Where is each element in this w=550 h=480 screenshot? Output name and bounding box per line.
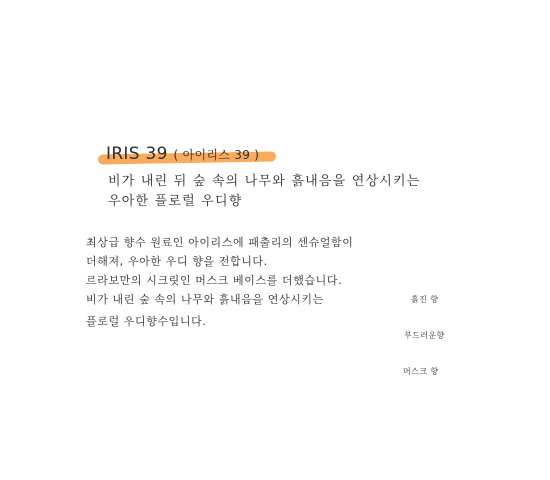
- description-text: [86, 233, 353, 331]
- product-title: [106, 144, 259, 164]
- top-note-label: 흙진 향: [411, 295, 439, 304]
- description-line-1: 최상급 향수 원료인 아이리스에 패출리의 센슈얼함이: [86, 236, 354, 249]
- intro-text: [108, 172, 421, 212]
- description-line-2: 더해져, 우아한 우디 향을 전합니다.: [86, 255, 268, 268]
- product-name-korean: ( 아이리스 39 ): [173, 148, 260, 162]
- title-block: [102, 144, 282, 166]
- middle-note-label: 부드러운향: [404, 331, 445, 340]
- intro-line-1: 비가 내린 뒤 숲 속의 나무와 흙내음을 연상시키는: [108, 174, 421, 189]
- base-note-label: 머스크 향: [403, 367, 439, 376]
- intro-line-2: 우아한 플로럴 우디향: [108, 194, 243, 209]
- description-line-3: 르라보만의 시크릿인 머스크 베이스를 더했습니다.: [86, 274, 343, 287]
- description-line-5: 플로럴 우디향수입니다.: [86, 315, 207, 328]
- product-name: IRIS 39: [106, 144, 168, 164]
- description-line-4: 비가 내린 숲 속의 나무와 흙내음을 연상시키는: [86, 293, 324, 306]
